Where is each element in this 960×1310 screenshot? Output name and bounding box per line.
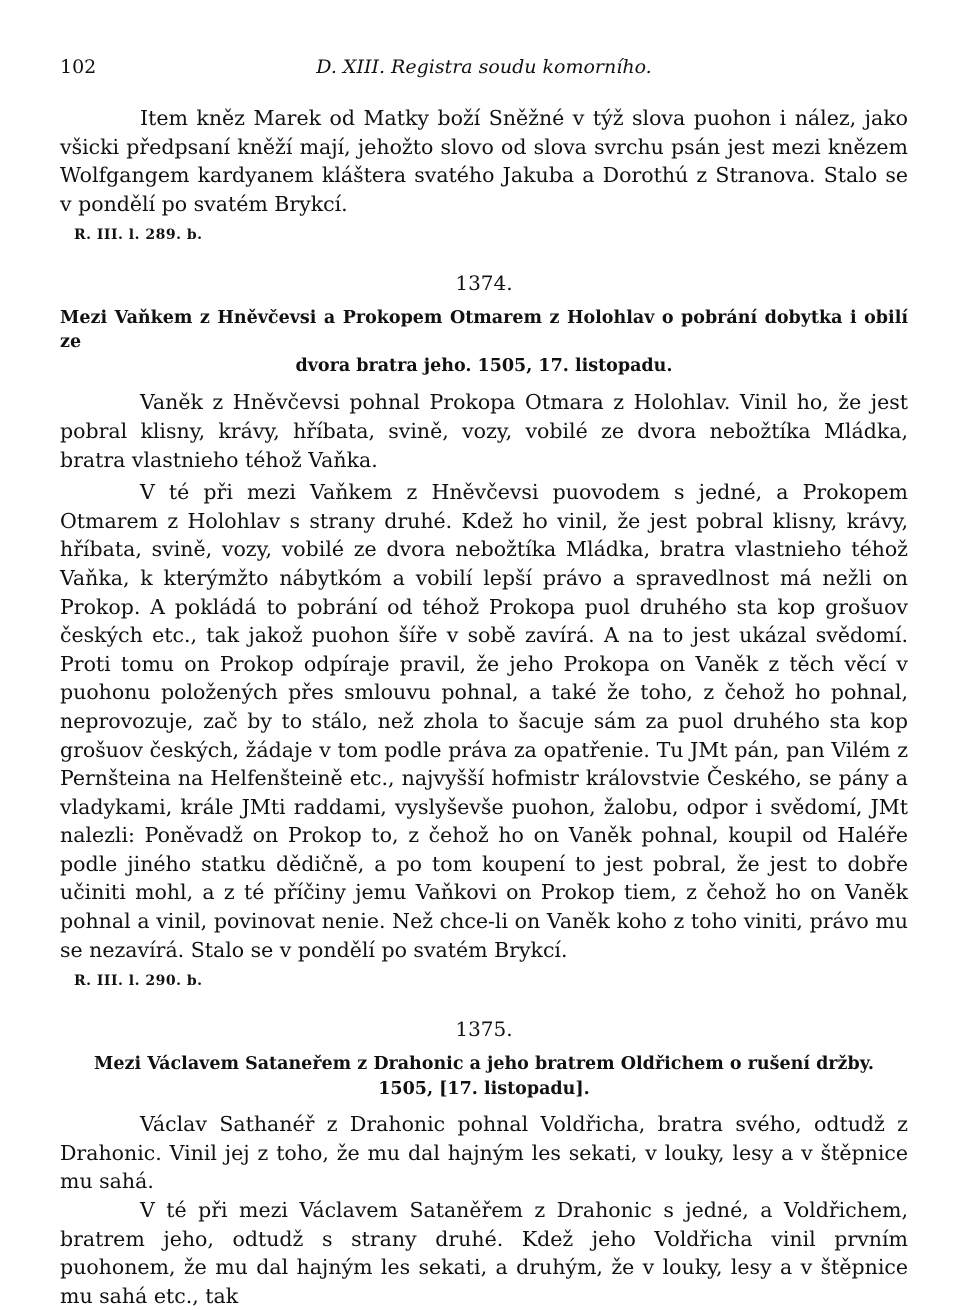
entry-number: 1374. bbox=[455, 271, 513, 296]
entry-summary-line: 1505, [17. listopadu]. bbox=[378, 1079, 590, 1100]
source-reference: R. III. l. 289. b. bbox=[74, 227, 203, 244]
running-title: D. XIII. Registra soudu komorního. bbox=[316, 56, 652, 78]
page-number: 102 bbox=[60, 56, 97, 78]
entry-paragraph: Vaněk z Hněvčevsi pohnal Prokopa Otmara z Holohlav. Vinil ho, že jest pobral klisny, krávy, hříbata, svině, vozy, vobilé ze dvora nebožtíka Mládka, bratra vlastnieho téhož Vaňka. bbox=[60, 390, 908, 472]
entry-summary-line: Mezi Vaňkem z Hněvčevsi a Prokopem Otmarem z Holohlav o pobrání dobytka i obilí ze bbox=[60, 308, 908, 353]
entry-paragraph: V té při mezi Vaňkem z Hněvčevsi puovodem s jedné, a Prokopem Otmarem z Holohlav s strany druhé. Kdež ho vinil, že jest pobral klisny, krávy, hříbata, svině, vozy, vobilé ze dvora nebožtíka Mládka, bratra vlastnieho téhož Vaňka, k kterýmžto nábytkóm a vobilí lepší právo a spravedlnost má nežli on Prokop. A pokládá to pobrání od téhož Prokopa puol druhého sta kop grošuov českých etc., tak jakož puohon šíře v sobě zavírá. A na to jest ukázal svědomí. Proti tomu on Prokop odpíraje pravil, že jeho Prokopa on Vaněk z těch věcí v puohonu položených přes smlouvu pohnal, a také že toho, z čehož ho pohnal, neprovozuje, zač by to stálo, než zhola to šacuje sám za puol druhého sta kop grošuov českých, žádaje v tom podle práva za opatřenie. Tu JMt pán, pan Vilém z Pernšteina na Helfenšteině etc., najvyšší hofmistr královstvie Českého, se pány a vladykami, krále JMti raddami, vyslyševše puohon, žalobu, odpor i svědomí, JMt nalezli: Poněvadž on Prokop to, z čehož ho on Vaněk pohnal, koupil od Haléře podle jiného statku dědičně, a po tom koupení to jest pobral, že jest to dobře učiniti mohl, a z té příčiny jemu Vaňkovi on Prokop tiem, z čehož ho on Vaněk pohnal a vinil, povinovat nenie. Než chce-li on Vaněk koho z toho viniti, právo mu se nezavírá. Stalo se v pondělí po svatém Brykcí. bbox=[60, 480, 908, 962]
entry-paragraph: V té při mezi Václavem Sataněřem z Drahonic s jedné, a Voldřichem, bratrem jeho, odtudž s strany druhé. Kdež jeho Voldřicha vinil prvním puohonem, že mu dal hajným les sekati, a druhým, že v louky, lesy a v štěpnice mu sahá etc., tak bbox=[60, 1198, 908, 1308]
intro-paragraph: Item kněz Marek od Matky boží Sněžné v týž slova puohon i nález, jako všicki předpsaní kněží mají, jehožto slovo od slova svrchu psán jest mezi knězem Wolfgangem kardyanem kláštera svatého Jakuba a Dorothú z Stranova. Stalo se v pondělí po svatém Brykcí. bbox=[60, 106, 908, 216]
entry-summary-line: Mezi Václavem Sataneřem z Drahonic a jeho bratrem Oldřichem o rušení držby. bbox=[94, 1054, 874, 1075]
page-body bbox=[60, 104, 908, 1310]
entry-summary bbox=[60, 306, 908, 378]
entry-paragraph: Václav Sathanéř z Drahonic pohnal Voldřicha, bratra svého, odtudž z Drahonic. Vinil jej z toho, že mu dal hajným les sekati, v louky, lesy a v štěpnice mu sahá. bbox=[60, 1112, 908, 1194]
entry-summary-line: dvora bratra jeho. 1505, 17. listopadu. bbox=[295, 356, 673, 377]
entry-summary bbox=[60, 1052, 908, 1102]
page-header bbox=[60, 56, 908, 84]
source-reference: R. III. l. 290. b. bbox=[74, 973, 203, 990]
entry-number: 1375. bbox=[455, 1017, 513, 1042]
